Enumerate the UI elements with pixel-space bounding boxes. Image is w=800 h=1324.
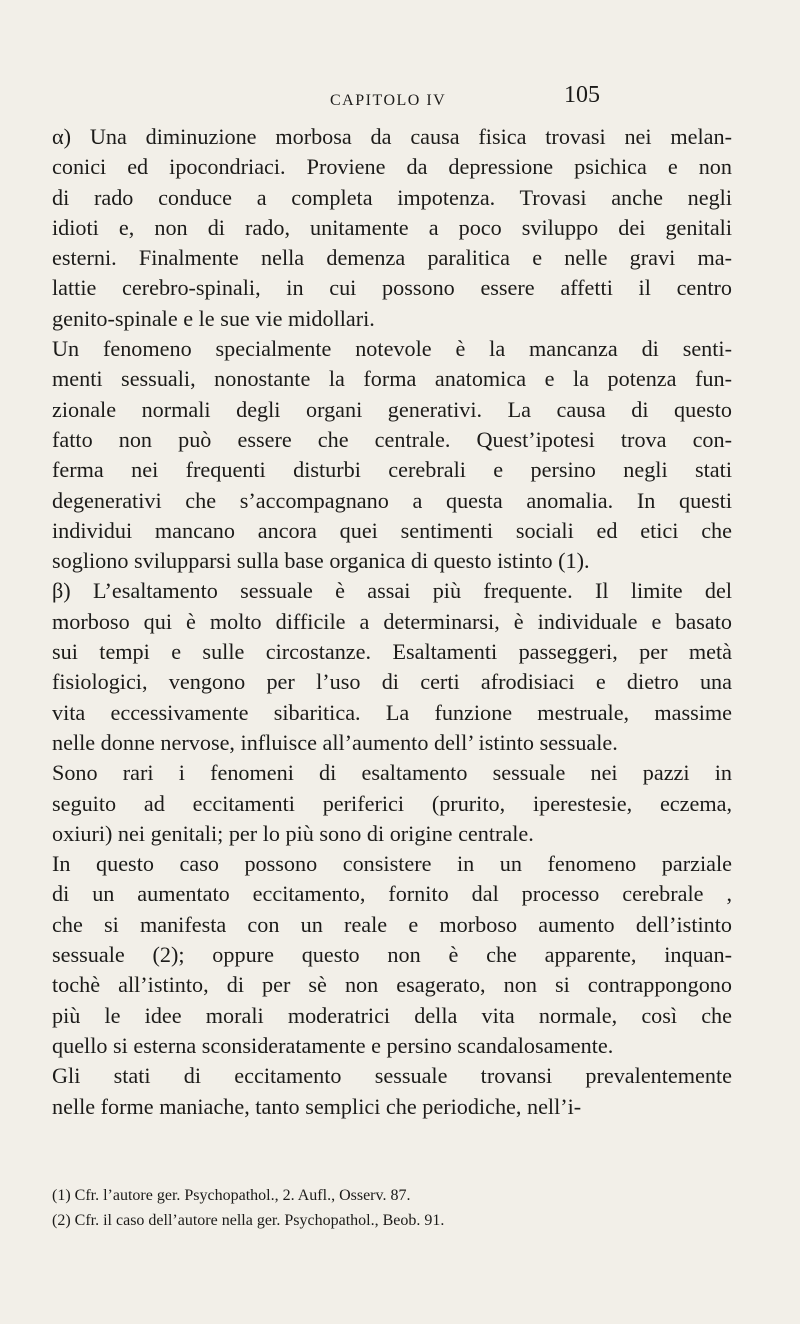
paragraph bbox=[52, 334, 732, 576]
text-line: individui mancano ancora quei sentimenti sociali ed etici che bbox=[52, 517, 732, 543]
paragraph bbox=[52, 122, 732, 334]
footnote-1: (1) Cfr. l’autore ger. Psychopathol., 2. Aufl., Osserv. 87. bbox=[52, 1187, 411, 1204]
footnote-2: (2) Cfr. il caso dell’autore nella ger. Psychopathol., Beob. 91. bbox=[52, 1212, 445, 1229]
text-line: oxiuri) nei genitali; per lo più sono di origine centrale. bbox=[52, 820, 534, 846]
body-text bbox=[52, 122, 732, 1122]
text-line: tochè all’istinto, di per sè non esagerato, non si contrappongono bbox=[52, 972, 732, 998]
text-line: morboso qui è molto difficile a determinarsi, è individuale e basato bbox=[52, 608, 732, 634]
text-line: vita eccessivamente sibaritica. La funzione mestruale, massime bbox=[52, 699, 732, 725]
text-line: zionale normali degli organi generativi. La causa di questo bbox=[52, 396, 732, 422]
text-line: fatto non può essere che centrale. Quest’ipotesi trova con- bbox=[52, 426, 732, 452]
chapter-title: CAPITOLO IV bbox=[330, 92, 447, 109]
text-line: esterni. Finalmente nella demenza paralitica e nelle gravi ma- bbox=[52, 245, 732, 271]
text-line: più le idee morali moderatrici della vita normale, così che bbox=[52, 1002, 732, 1028]
text-line: conici ed ipocondriaci. Proviene da depressione psichica e non bbox=[52, 154, 732, 180]
text-line: Sono rari i fenomeni di esaltamento sessuale nei pazzi in bbox=[52, 760, 732, 786]
text-line: di rado conduce a completa impotenza. Trovasi anche negli bbox=[52, 184, 732, 210]
text-line: sui tempi e sulle circostanze. Esaltamenti passeggeri, per metà bbox=[52, 639, 732, 665]
text-line: di un aumentato eccitamento, fornito dal processo cerebrale , bbox=[52, 881, 732, 907]
footnotes bbox=[52, 1183, 732, 1233]
text-line: nelle forme maniache, tanto semplici che periodiche, nell’i- bbox=[52, 1093, 582, 1119]
text-line: quello si esterna sconsideratamente e persino scandalosamente. bbox=[52, 1032, 614, 1058]
text-line: fisiologici, vengono per l’uso di certi afrodisiaci e dietro una bbox=[52, 669, 732, 695]
text-line: lattie cerebro-spinali, in cui possono essere affetti il centro bbox=[52, 275, 732, 301]
text-line: seguito ad eccitamenti periferici (prurito, iperestesie, eczema, bbox=[52, 790, 732, 816]
paragraph bbox=[52, 849, 732, 1061]
text-line: β) L’esaltamento sessuale è assai più frequente. Il limite del bbox=[52, 578, 732, 604]
text-line: degenerativi che s’accompagnano a questa anomalia. In questi bbox=[52, 487, 732, 513]
text-line: sessuale (2); oppure questo non è che apparente, inquan- bbox=[52, 942, 732, 968]
text-line: menti sessuali, nonostante la forma anatomica e la potenza fun- bbox=[52, 366, 732, 392]
text-line: α) Una diminuzione morbosa da causa fisica trovasi nei melan- bbox=[52, 124, 732, 149]
page-number: 105 bbox=[564, 82, 600, 108]
text-line: idioti e, non di rado, unitamente a poco sviluppo dei genitali bbox=[52, 214, 732, 240]
page-header bbox=[330, 82, 600, 116]
text-line: che si manifesta con un reale e morboso aumento dell’istinto bbox=[52, 911, 732, 937]
text-line: nelle donne nervose, influisce all’aumento dell’ istinto sessuale. bbox=[52, 729, 618, 755]
paragraph bbox=[52, 1061, 732, 1122]
paragraph bbox=[52, 758, 732, 849]
text-line: Gli stati di eccitamento sessuale trovansi prevalentemente bbox=[52, 1063, 732, 1089]
text-line: ferma nei frequenti disturbi cerebrali e persino negli stati bbox=[52, 457, 732, 483]
text-line: In questo caso possono consistere in un fenomeno parziale bbox=[52, 851, 732, 877]
text-line: genito-spinale e le sue vie midollari. bbox=[52, 305, 375, 331]
paragraph bbox=[52, 576, 732, 758]
text-line: Un fenomeno specialmente notevole è la mancanza di senti- bbox=[52, 336, 732, 362]
text-line: sogliono svilupparsi sulla base organica di questo istinto (1). bbox=[52, 548, 590, 574]
